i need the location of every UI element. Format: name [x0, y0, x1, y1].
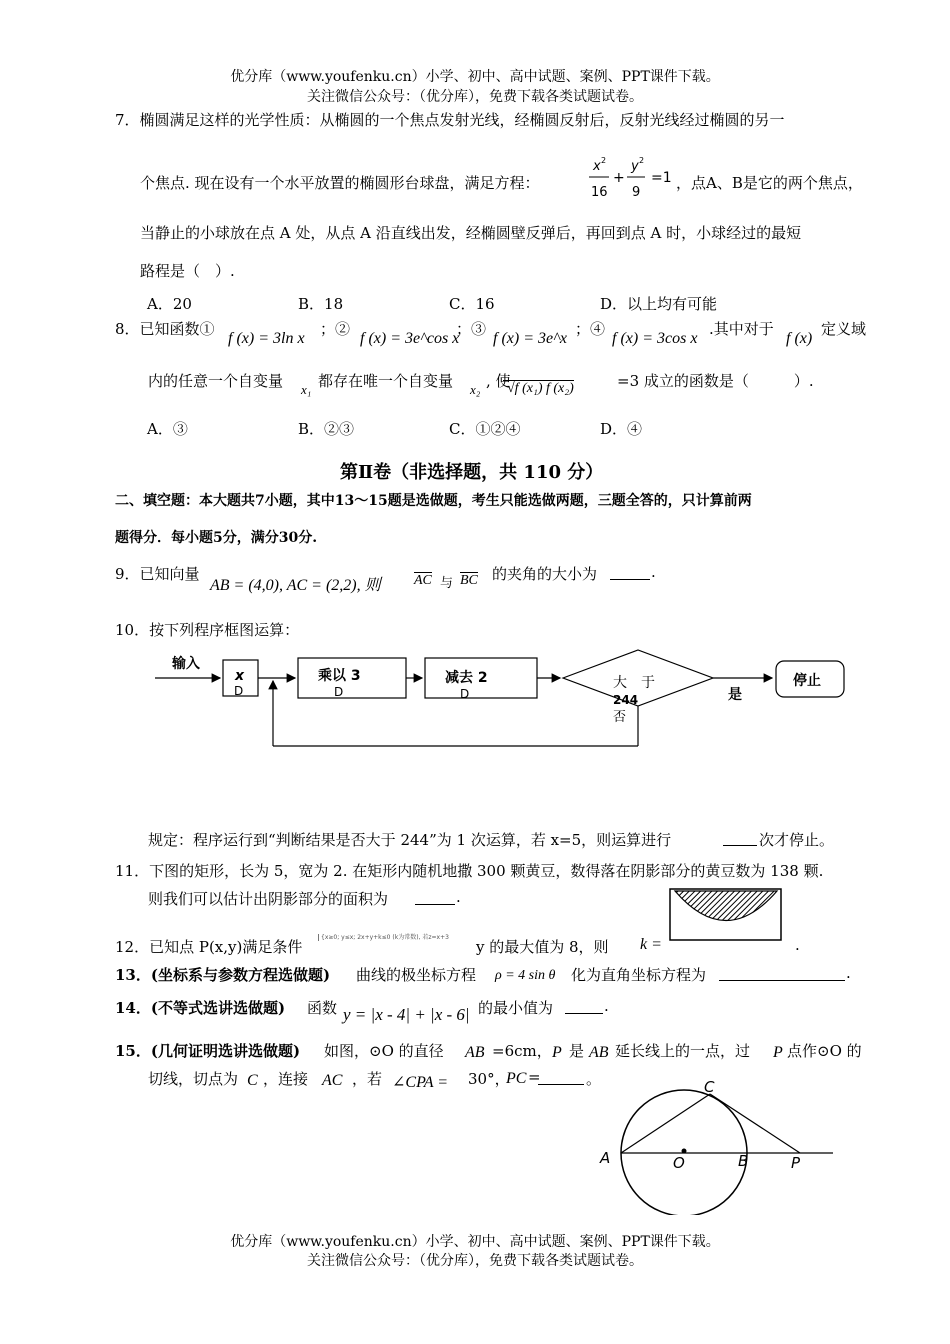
q14-tag: 14．(不等式选讲选做题)	[115, 999, 286, 1017]
svg-text:16: 16	[591, 185, 608, 200]
svg-text:+: +	[613, 170, 625, 186]
q15-text-b: =6cm，	[492, 1042, 552, 1060]
svg-text:9: 9	[632, 185, 641, 200]
q15-pc: PC	[506, 1070, 527, 1087]
section-2-title: 第Ⅱ卷（非选择题，共 110 分）	[340, 462, 604, 483]
q10-title: 10．按下列程序框图运算：	[115, 621, 300, 639]
q15-line-2a: 切线，切点为	[148, 1070, 239, 1088]
flow-stop-label: 停止	[793, 673, 821, 689]
q12-end: .	[795, 936, 800, 954]
q9-prefix: 9．已知向量	[115, 565, 200, 583]
q8-fx: f (x)	[786, 330, 813, 347]
svg-text:x: x	[593, 159, 601, 174]
section-2-intro-2: 题得分．每小题5分，满分30分.	[115, 530, 318, 546]
flow-cond-label-2: 244	[613, 693, 639, 707]
q9-end: .	[651, 563, 656, 581]
q8-x2: x₂	[470, 382, 481, 397]
header-line-2: 关注微信公众号：（优分库），免费下载各类试题试卷。	[307, 89, 643, 105]
q15-answer-blank[interactable]	[538, 1068, 584, 1085]
q10-answer-blank[interactable]	[723, 829, 757, 846]
q7-option-d: D．以上均有可能	[600, 295, 718, 313]
q15-tangent-pc	[710, 1094, 800, 1153]
q12-prefix: 12．已知点 P(x,y)满足条件	[115, 938, 303, 956]
q7-line-2b: ，点A、B是它的两个焦点，	[676, 174, 863, 192]
q11-rectangle-figure	[669, 888, 783, 942]
q15-text-c: 是	[569, 1042, 585, 1060]
q15-text-a: 如图，⊙O 的直径	[324, 1042, 444, 1060]
q8-option-a: A．③	[147, 420, 188, 438]
q11-answer-blank[interactable]	[415, 888, 455, 905]
q15-end: 。	[586, 1070, 602, 1088]
q8-func-3: f (x) = 3e^x	[493, 330, 567, 347]
q15-text-d: 延长线上的一点，过	[615, 1042, 751, 1060]
q9-suffix: 的夹角的大小为	[492, 565, 598, 583]
svg-text:=1: =1	[651, 170, 672, 186]
q8-sep-4: ；④	[575, 320, 606, 338]
header-line-1: 优分库（www.youfenku.cn）小学、初中、高中试题、案例、PPT课件下载。	[230, 69, 720, 85]
q8-func-2: f (x) = 3e^cos x	[360, 330, 460, 347]
q7-line-4: 路程是（ ）.	[140, 262, 235, 280]
svg-text:2: 2	[639, 156, 645, 165]
q13-end: .	[846, 964, 851, 982]
q7-line-3: 当静止的小球放在点 A 处，从点 A 沿直线出发，经椭圆壁反弹后，再回到点 A 时，小球经过的最短	[140, 224, 802, 242]
flow-x-label: x	[235, 668, 245, 684]
q15-center-dot	[682, 1149, 687, 1154]
q10-flowchart	[150, 648, 860, 758]
q10-rule-b: 次才停止。	[759, 831, 835, 849]
flow-multiply-label: 乘以 3	[318, 668, 361, 684]
flow-d-label-2: D	[334, 685, 344, 699]
q8-func-4: f (x) = 3cos x	[612, 330, 698, 347]
q8-option-d: D．④	[600, 420, 643, 438]
footer-line-2: 关注微信公众号：（优分库），免费下载各类试题试卷。	[307, 1253, 643, 1269]
q15-tag: 15．(几何证明选讲选做题)	[115, 1042, 301, 1060]
q7-option-a: A．20	[147, 295, 192, 313]
q8-func-1: f (x) = 3ln x	[228, 330, 305, 347]
q9-vectors: AB = (4,0), AC = (2,2), 则	[210, 577, 381, 594]
q11-line-2a: 则我们可以估计出阴影部分的面积为	[148, 890, 389, 908]
q12-conditions: {x≥0; y≤x; 2x+y+k≤0 (k为常数), 若z=x+3	[318, 934, 471, 941]
q15-angle: ∠CPA =	[392, 1074, 449, 1091]
q10-rule-a: 规定：程序运行到“判断结果是否大于 244”为 1 次运算，若 x=5，则运算进行	[148, 831, 672, 849]
q7-option-c: C．16	[449, 295, 495, 313]
q9-vector-bc: BC	[460, 573, 478, 588]
q15-text-e: 点作⊙O 的	[787, 1042, 862, 1060]
flow-yes-label: 是	[728, 687, 742, 703]
svg-text:2: 2	[601, 156, 607, 165]
q8-sep-2: ；②	[320, 320, 351, 338]
q7-line-2a: 个焦点. 现在设有一个水平放置的椭圆形台球盘，满足方程：	[140, 174, 540, 192]
q15-label-c: C	[704, 1078, 715, 1096]
q11-line-1: 11．下图的矩形，长为 5，宽为 2. 在矩形内随机地撒 300 颗黄豆，数得落在阴影部分的黄豆数为 138 颗.	[115, 862, 824, 880]
q11-line-2b: .	[456, 888, 461, 906]
q13-equation: ρ = 4 sin θ	[495, 968, 556, 983]
q8-line-2d: =3 成立的函数是（ ）.	[617, 372, 814, 390]
q8-intro: 8．已知函数①	[115, 320, 215, 338]
q15-segment-ac	[621, 1094, 710, 1153]
q8-line-2a: 内的任意一个自变量	[148, 372, 284, 390]
q12-mid: y 的最大值为 8，则	[476, 938, 609, 956]
q7-line-1: 7．椭圆满足这样的光学性质：从椭圆的一个焦点发射光线，经椭圆反射后，反射光线经过椭圆的另一	[115, 111, 785, 129]
q15-p-2: P	[773, 1044, 783, 1061]
q15-line-2c: ，若	[352, 1070, 383, 1088]
section-2-intro-1: 二、填空题：本大题共7小题，其中13～15题是选做题，考生只能选做两题，三题全答的，只计算前两	[115, 493, 752, 509]
q15-label-b: B	[738, 1152, 749, 1170]
flow-d-label-1: D	[234, 684, 244, 698]
flow-input-label: 输入	[172, 656, 200, 672]
q14-end: .	[604, 997, 609, 1015]
q15-line-2b: ，连接	[263, 1070, 309, 1088]
q15-circle-figure	[595, 1075, 840, 1215]
q15-line-2d: 30°，	[468, 1070, 510, 1088]
q15-label-o: O	[673, 1154, 685, 1172]
q8-option-c: C．①②④	[449, 420, 521, 438]
q8-sep-3: ；③	[456, 320, 487, 338]
q13-answer-blank[interactable]	[719, 964, 845, 981]
q14-equation: y = |x - 4| + |x - 6|	[343, 1005, 470, 1024]
q14-text-b: 的最小值为	[478, 999, 554, 1017]
q8-text-b: .其中对于	[709, 320, 774, 338]
q15-c-point: C	[247, 1072, 258, 1089]
q8-line-2b: 都存在唯一个自变量	[318, 372, 454, 390]
q9-yu: 与	[440, 576, 454, 591]
q7-option-b: B．18	[298, 295, 344, 313]
q13-text-b: 化为直角坐标方程为	[571, 966, 707, 984]
q15-ac: AC	[322, 1072, 343, 1089]
q8-x1: x₁	[301, 382, 312, 397]
q7-ellipse-equation	[585, 152, 685, 204]
footer-line-1: 优分库（www.youfenku.cn）小学、初中、高中试题、案例、PPT课件下载。	[230, 1234, 720, 1250]
q15-p-1: P	[552, 1044, 562, 1061]
q8-option-b: B．②③	[298, 420, 355, 438]
flow-cond-label-1: 大 于	[613, 675, 655, 691]
q9-vector-ac: AC	[414, 573, 432, 588]
q15-ab-2: AB	[589, 1044, 609, 1061]
svg-text:y: y	[631, 159, 639, 174]
q15-ab-1: AB	[465, 1044, 485, 1061]
q8-text-c: 定义域	[821, 320, 867, 338]
q15-label-a: A	[600, 1149, 611, 1167]
q8-sqrt-expr: √f (x₁) f (x₂)	[503, 380, 574, 397]
flow-no-label: 否	[613, 710, 627, 725]
flow-subtract-label: 减去 2	[445, 670, 488, 686]
flow-d-label-3: D	[460, 687, 470, 701]
q8-line-2c: , 使	[486, 372, 511, 390]
q14-answer-blank[interactable]	[565, 997, 603, 1014]
q15-label-p: P	[791, 1154, 801, 1172]
q15-line-2e: =	[528, 1068, 541, 1086]
q14-text-a: 函数	[307, 999, 338, 1017]
q13-text-a: 曲线的极坐标方程	[356, 966, 477, 984]
q12-k: k =	[640, 936, 662, 953]
q13-tag: 13．(坐标系与参数方程选做题)	[115, 966, 331, 984]
q9-answer-blank[interactable]	[610, 563, 650, 580]
